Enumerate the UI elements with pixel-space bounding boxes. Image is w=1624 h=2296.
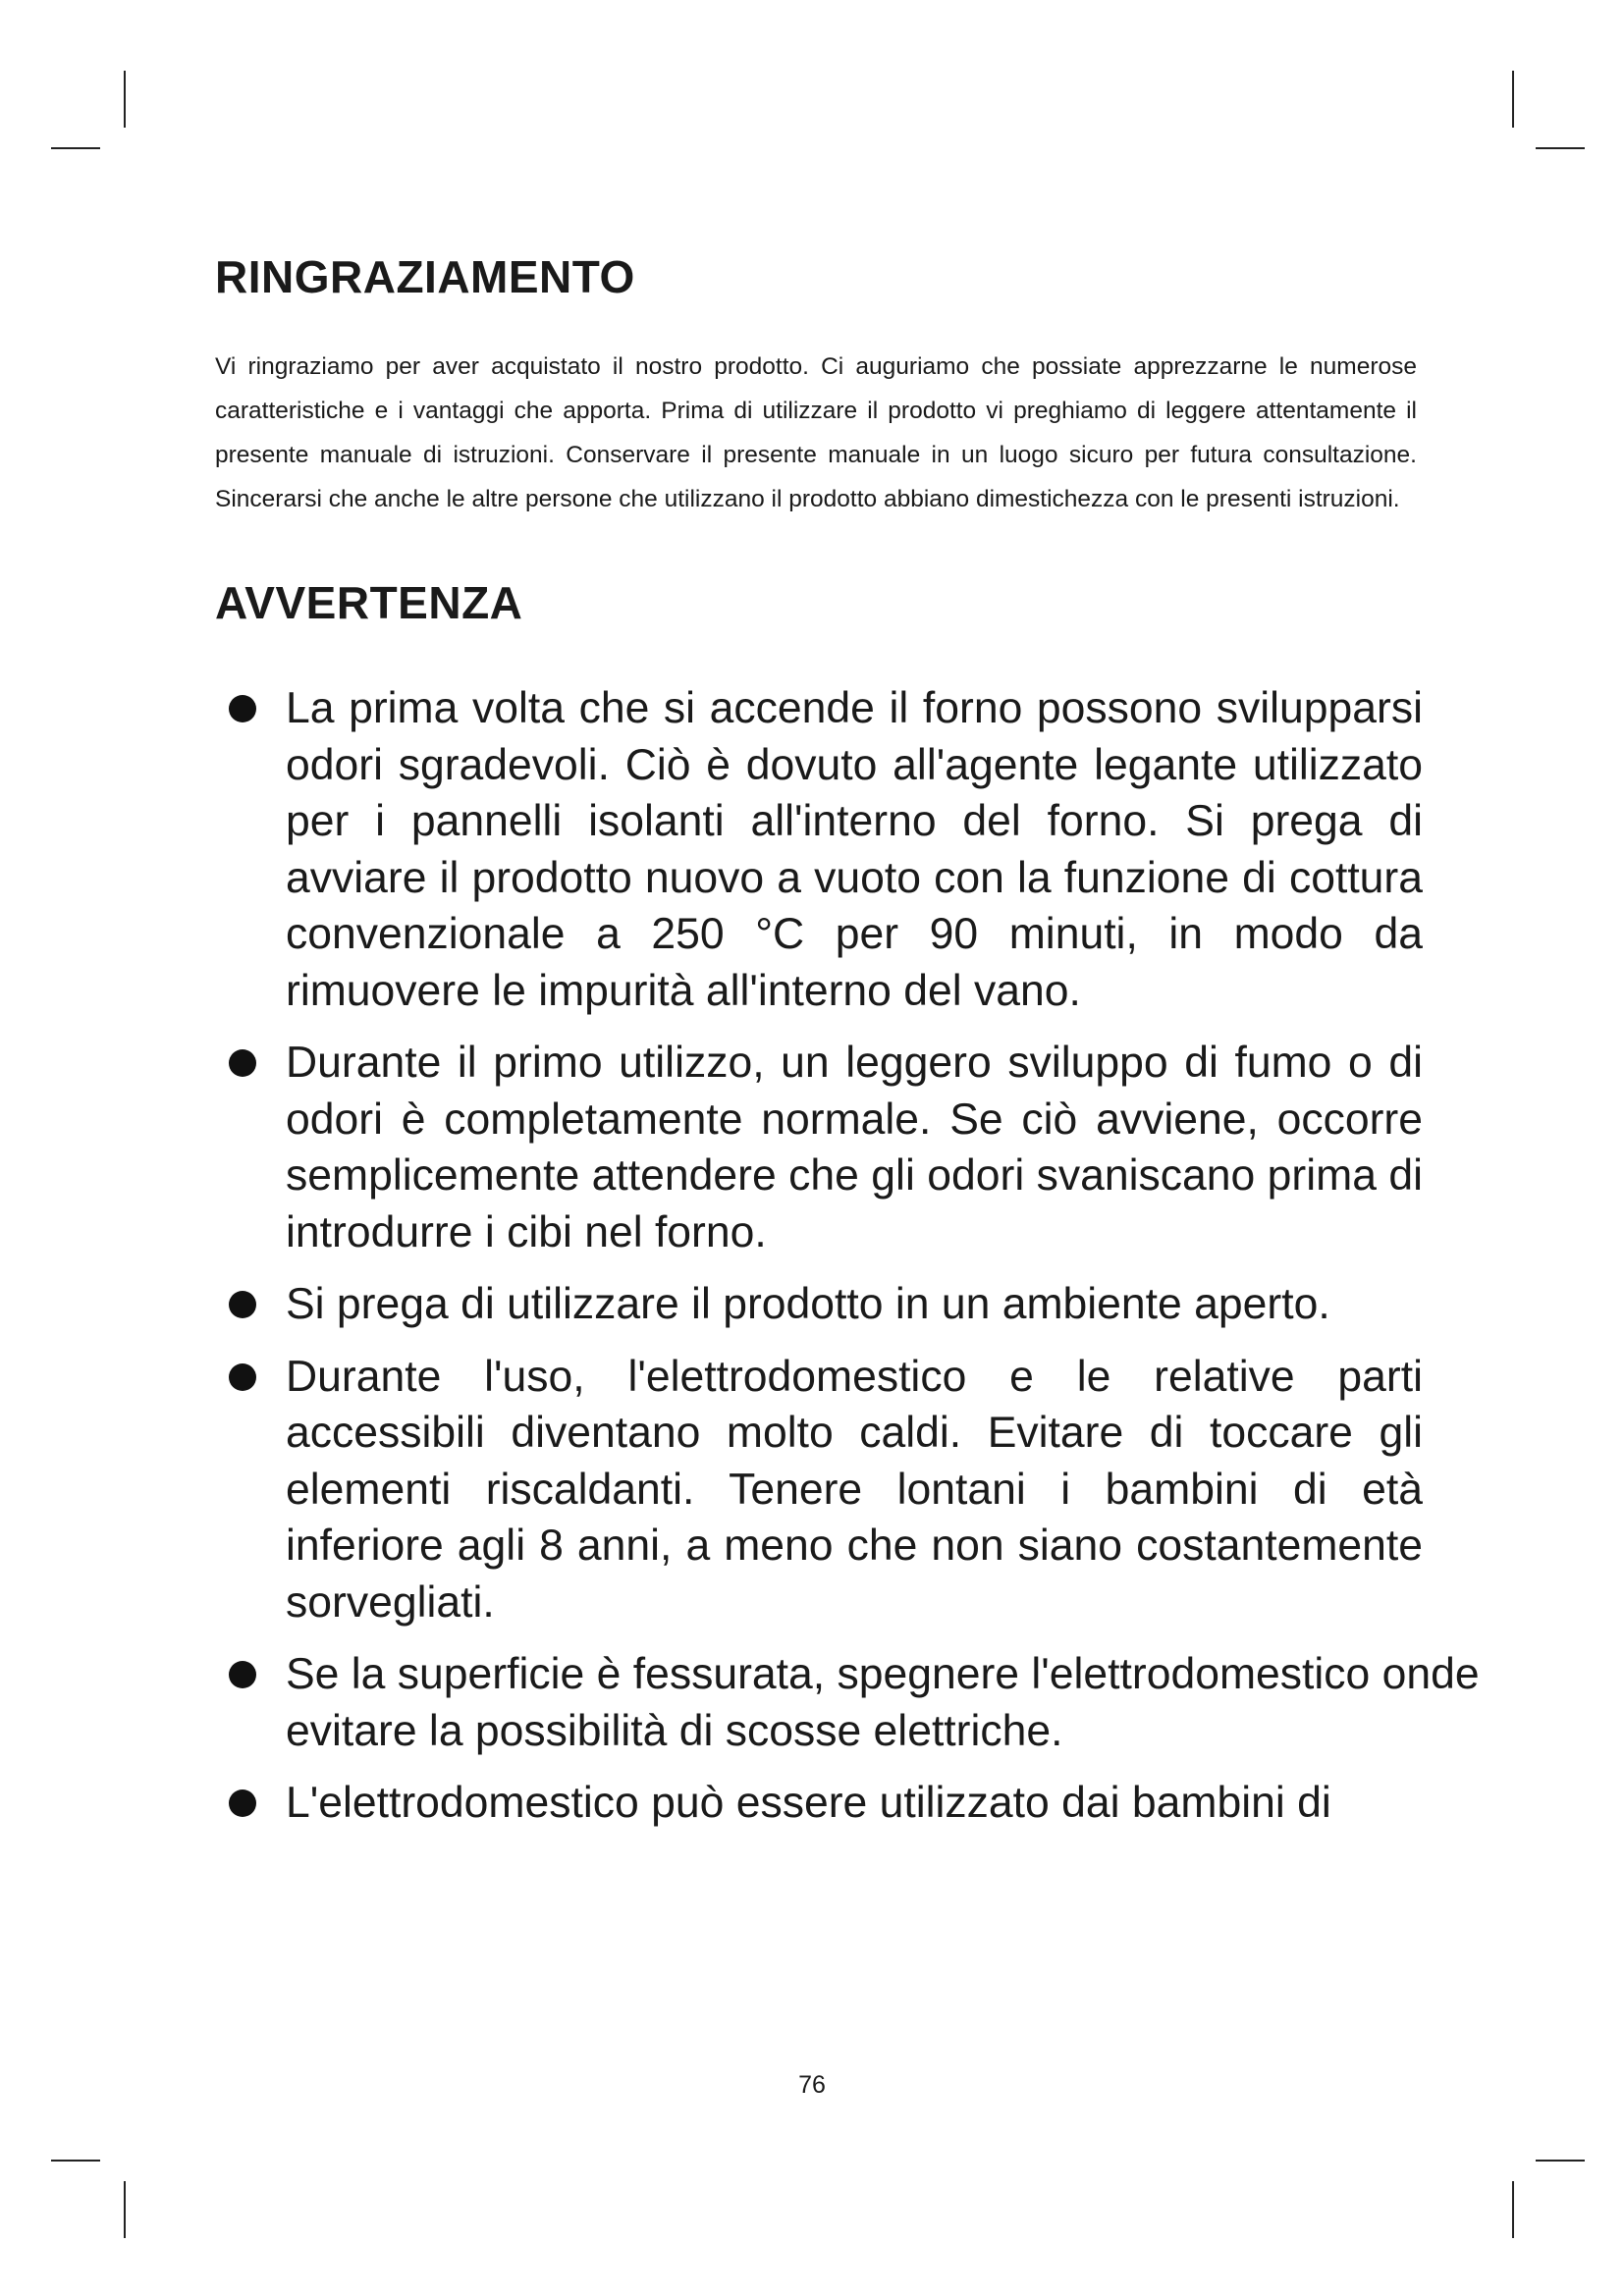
warning-item-text: Si prega di utilizzare il prodotto in un ambiente aperto. [286, 1280, 1330, 1328]
warning-item [215, 680, 1423, 1019]
page-number: 76 [798, 2071, 826, 2099]
bullet-icon [229, 695, 256, 722]
thanks-paragraph: Vi ringraziamo per aver acquistato il nostro prodotto. Ci auguriamo che possiate apprezzarne le numerose caratteristiche e i vantaggi che apporta. Prima di utilizzare il prodotto vi preghiamo di leggere attentamente il presente manuale di istruzioni. Conservare il presente manuale in un luogo sicuro per futura consultazione. Sincerarsi che anche le altre persone che utilizzano il prodotto abbiano dimestichezza con le presenti istruzioni. [215, 353, 1417, 512]
warning-item [215, 1646, 1525, 1759]
page-content [215, 250, 1480, 1847]
crop-mark-bottom-right-v [1512, 2181, 1514, 2238]
warning-item-text: Durante l'uso, l'elettrodomestico e le relative parti accessibili diventano molto caldi. Evitare di toccare gli elementi riscaldanti. Tenere lontani i bambini di età inferiore agli 8 anni, a meno che non siano costantemente sorvegliati. [286, 1352, 1423, 1627]
crop-mark-top-left-h [51, 147, 100, 149]
thanks-heading: RINGRAZIAMENTO [215, 251, 635, 302]
warning-item [215, 1035, 1423, 1260]
bullet-icon [229, 1049, 256, 1077]
warning-item-text: L'elettrodomestico può essere utilizzato dai bambini di [286, 1779, 1331, 1827]
crop-mark-top-right-h [1536, 147, 1585, 149]
warning-item [215, 1349, 1423, 1631]
warning-list [215, 680, 1480, 1832]
bullet-icon [229, 1789, 256, 1817]
warning-item-text: Durante il primo utilizzo, un leggero sviluppo di fumo o di odori è completamente normale. Se ciò avviene, occorre semplicemente attendere che gli odori svaniscano prima di introdurre i cibi nel forno. [286, 1039, 1423, 1256]
warning-heading: AVVERTENZA [215, 577, 523, 628]
bullet-icon [229, 1363, 256, 1391]
bullet-icon [229, 1291, 256, 1318]
bullet-icon [229, 1661, 256, 1688]
warning-item [215, 1276, 1423, 1333]
warning-item-text: La prima volta che si accende il forno possono svilupparsi odori sgradevoli. Ciò è dovuto all'agente legante utilizzato per i pannelli isolanti all'interno del forno. Si prega di avviare il prodotto nuovo a vuoto con la funzione di cottura convenzionale a 250 °C per 90 minuti, in modo da rimuovere le impurità all'interno del vano. [286, 684, 1423, 1015]
crop-mark-top-right-v [1512, 71, 1514, 128]
crop-mark-bottom-left-h [51, 2160, 100, 2162]
warning-item [215, 1775, 1423, 1832]
crop-mark-bottom-left-v [124, 2181, 126, 2238]
crop-mark-bottom-right-h [1536, 2160, 1585, 2162]
warning-item-text: Se la superficie è fessurata, spegnere l'elettrodomestico onde evitare la possibilità di scosse elettriche. [286, 1650, 1480, 1755]
crop-mark-top-left-v [124, 71, 126, 128]
